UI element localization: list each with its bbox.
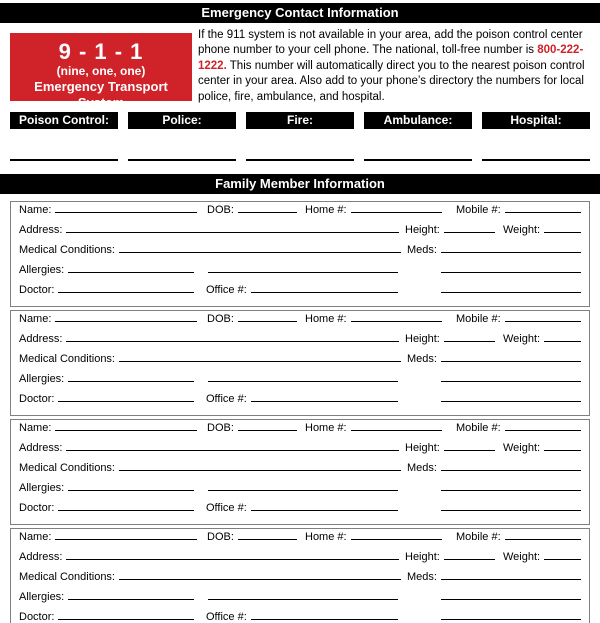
name-label: Name:	[19, 422, 52, 435]
name-label: Name:	[19, 313, 52, 326]
card-row-1	[19, 204, 581, 224]
address-label: Address:	[19, 333, 63, 346]
meds-field	[407, 244, 581, 256]
address-line[interactable]	[66, 443, 399, 451]
dob-field	[207, 204, 297, 216]
meds-line[interactable]	[441, 463, 581, 471]
name-field	[19, 531, 197, 543]
dob-label: DOB:	[207, 204, 234, 217]
weight-field	[503, 551, 581, 563]
name-line[interactable]	[55, 314, 197, 322]
dob-line[interactable]	[238, 423, 297, 431]
office-phone-label: Office #:	[206, 611, 247, 623]
medical-conditions-label: Medical Conditions:	[19, 244, 115, 257]
height-label: Height:	[405, 442, 440, 455]
family-member-card	[10, 310, 590, 416]
doctor-line[interactable]	[58, 285, 194, 293]
card-row-3	[19, 353, 581, 373]
dob-label: DOB:	[207, 313, 234, 326]
office-phone-line[interactable]	[251, 394, 398, 402]
name-field	[19, 204, 197, 216]
height-label: Height:	[405, 551, 440, 564]
directory-fill-lines-row	[10, 159, 590, 161]
address-line[interactable]	[66, 225, 399, 233]
home-phone-line[interactable]	[351, 423, 442, 431]
height-line[interactable]	[444, 443, 495, 451]
doctor-label: Doctor:	[19, 284, 55, 297]
address-field	[19, 442, 399, 454]
allergies-line[interactable]	[68, 483, 194, 491]
office-phone-line[interactable]	[251, 503, 398, 511]
meds-line[interactable]	[441, 245, 581, 253]
mobile-phone-label: Mobile #:	[456, 313, 501, 326]
fire-label: Fire:	[246, 112, 354, 129]
home-phone-label: Home #:	[305, 531, 347, 544]
mobile-phone-field	[456, 531, 581, 543]
dob-field	[207, 313, 297, 325]
dob-label: DOB:	[207, 531, 234, 544]
police-label: Police:	[128, 112, 236, 129]
meds-continuation-line-1[interactable]	[441, 592, 581, 600]
medical-conditions-line[interactable]	[119, 463, 401, 471]
page-title: Emergency Contact Information	[0, 3, 600, 23]
doctor-field	[19, 393, 194, 405]
home-phone-label: Home #:	[305, 422, 347, 435]
ambulance-line[interactable]	[364, 159, 472, 161]
meds-continuation-line-2[interactable]	[441, 394, 581, 402]
home-phone-label: Home #:	[305, 204, 347, 217]
address-field	[19, 224, 399, 236]
card-row-2	[19, 442, 581, 462]
weight-field	[503, 333, 581, 345]
weight-line[interactable]	[544, 225, 581, 233]
doctor-label: Doctor:	[19, 611, 55, 623]
intro-text-after: This number will automatically direct you to the nearest poison control center in your area. Also add to your phone’s directory the numbers for local police, fire, ambulance, and hospital.	[198, 59, 585, 103]
weight-label: Weight:	[503, 224, 541, 237]
home-phone-field	[305, 313, 442, 325]
card-row-4	[19, 264, 581, 284]
name-line[interactable]	[55, 423, 197, 431]
office-phone-label: Office #:	[206, 502, 247, 515]
medical-conditions-line[interactable]	[119, 354, 401, 362]
911-number: 9 - 1 - 1	[58, 39, 144, 64]
home-phone-field	[305, 204, 442, 216]
doctor-line[interactable]	[58, 612, 194, 620]
address-label: Address:	[19, 551, 63, 564]
home-phone-field	[305, 422, 442, 434]
911-caption: Emergency Transport System	[34, 79, 168, 110]
intro-section	[10, 28, 592, 110]
card-row-4	[19, 591, 581, 611]
meds-field	[407, 462, 581, 474]
doctor-field	[19, 284, 194, 296]
doctor-label: Doctor:	[19, 393, 55, 406]
mobile-phone-label: Mobile #:	[456, 531, 501, 544]
poison-control-phone-number: 800-222-1222.	[198, 44, 584, 72]
office-phone-field	[206, 284, 398, 296]
medical-conditions-field	[19, 462, 401, 474]
meds-continuation-line-2[interactable]	[441, 612, 581, 620]
allergies-field	[19, 264, 194, 276]
medical-conditions-field	[19, 571, 401, 583]
card-row-1	[19, 313, 581, 333]
weight-label: Weight:	[503, 333, 541, 346]
mobile-phone-field	[456, 204, 581, 216]
home-phone-line[interactable]	[351, 532, 442, 540]
doctor-label: Doctor:	[19, 502, 55, 515]
family-member-card	[10, 528, 590, 623]
height-label: Height:	[405, 333, 440, 346]
address-field	[19, 333, 399, 345]
dob-line[interactable]	[238, 314, 297, 322]
office-phone-line[interactable]	[251, 285, 398, 293]
meds-continuation-line-2[interactable]	[441, 285, 581, 293]
height-field	[405, 442, 495, 454]
allergies-continuation-line[interactable]	[208, 592, 398, 600]
height-line[interactable]	[444, 552, 495, 560]
office-phone-field	[206, 611, 398, 623]
height-line[interactable]	[444, 334, 495, 342]
address-field	[19, 551, 399, 563]
mobile-phone-label: Mobile #:	[456, 204, 501, 217]
office-phone-line[interactable]	[251, 612, 398, 620]
meds-field	[407, 571, 581, 583]
height-field	[405, 333, 495, 345]
meds-continuation-line-1[interactable]	[441, 374, 581, 382]
doctor-line[interactable]	[58, 394, 194, 402]
mobile-phone-label: Mobile #:	[456, 422, 501, 435]
address-line[interactable]	[66, 334, 399, 342]
doctor-field	[19, 611, 194, 623]
medical-conditions-line[interactable]	[119, 245, 401, 253]
home-phone-line[interactable]	[351, 205, 442, 213]
meds-continuation-line-1[interactable]	[441, 483, 581, 491]
card-row-5	[19, 611, 581, 623]
name-line[interactable]	[55, 205, 197, 213]
dob-label: DOB:	[207, 422, 234, 435]
home-phone-field	[305, 531, 442, 543]
911-emergency-box	[10, 33, 192, 110]
allergies-continuation-line[interactable]	[208, 374, 398, 382]
weight-line[interactable]	[544, 552, 581, 560]
mobile-phone-line[interactable]	[505, 205, 581, 213]
hospital-label: Hospital:	[482, 112, 590, 129]
911-phonetic: (nine, one, one)	[56, 64, 146, 78]
card-row-4	[19, 482, 581, 502]
medical-conditions-label: Medical Conditions:	[19, 462, 115, 475]
mobile-phone-line[interactable]	[505, 532, 581, 540]
card-row-5	[19, 502, 581, 522]
height-label: Height:	[405, 224, 440, 237]
intro-paragraph	[198, 28, 592, 105]
mobile-phone-line[interactable]	[505, 423, 581, 431]
name-field	[19, 422, 197, 434]
allergies-label: Allergies:	[19, 264, 65, 277]
height-field	[405, 551, 495, 563]
meds-label: Meds:	[407, 571, 437, 584]
office-phone-label: Office #:	[206, 393, 247, 406]
name-field	[19, 313, 197, 325]
weight-line[interactable]	[544, 443, 581, 451]
allergies-field	[19, 591, 194, 603]
doctor-field	[19, 502, 194, 514]
office-phone-label: Office #:	[206, 284, 247, 297]
card-row-4	[19, 373, 581, 393]
card-row-2	[19, 551, 581, 571]
card-row-3	[19, 462, 581, 482]
family-member-card	[10, 201, 590, 307]
card-row-3	[19, 244, 581, 264]
medical-conditions-field	[19, 244, 401, 256]
card-row-1	[19, 531, 581, 551]
fire-line[interactable]	[246, 159, 354, 161]
family-cards	[10, 201, 590, 623]
medical-conditions-line[interactable]	[119, 572, 401, 580]
card-row-3	[19, 571, 581, 591]
intro-text-before: If the 911 system is not available in your area, add the poison control center phone number to your cell phone. The national, toll-free number is	[198, 29, 583, 57]
directory-labels-row	[10, 112, 590, 129]
weight-line[interactable]	[544, 334, 581, 342]
name-line[interactable]	[55, 532, 197, 540]
meds-label: Meds:	[407, 353, 437, 366]
weight-label: Weight:	[503, 551, 541, 564]
card-row-5	[19, 393, 581, 413]
police-line[interactable]	[128, 159, 236, 161]
address-label: Address:	[19, 224, 63, 237]
office-phone-field	[206, 502, 398, 514]
weight-field	[503, 224, 581, 236]
dob-line[interactable]	[238, 532, 297, 540]
home-phone-label: Home #:	[305, 313, 347, 326]
meds-line[interactable]	[441, 572, 581, 580]
card-row-5	[19, 284, 581, 304]
weight-field	[503, 442, 581, 454]
height-field	[405, 224, 495, 236]
hospital-line[interactable]	[482, 159, 590, 161]
meds-label: Meds:	[407, 244, 437, 257]
allergies-continuation-line[interactable]	[208, 483, 398, 491]
ambulance-label: Ambulance:	[364, 112, 472, 129]
poison-control-label: Poison Control:	[10, 112, 118, 129]
address-label: Address:	[19, 442, 63, 455]
dob-field	[207, 531, 297, 543]
allergies-line[interactable]	[68, 265, 194, 273]
weight-label: Weight:	[503, 442, 541, 455]
allergies-label: Allergies:	[19, 373, 65, 386]
family-member-card	[10, 419, 590, 525]
name-label: Name:	[19, 204, 52, 217]
allergies-continuation-line[interactable]	[208, 265, 398, 273]
meds-label: Meds:	[407, 462, 437, 475]
mobile-phone-field	[456, 313, 581, 325]
office-phone-field	[206, 393, 398, 405]
family-section-title: Family Member Information	[0, 174, 600, 194]
poison-control-line[interactable]	[10, 159, 118, 161]
allergies-label: Allergies:	[19, 482, 65, 495]
name-label: Name:	[19, 531, 52, 544]
allergies-field	[19, 373, 194, 385]
meds-continuation-line-2[interactable]	[441, 503, 581, 511]
card-row-2	[19, 224, 581, 244]
card-row-1	[19, 422, 581, 442]
meds-line[interactable]	[441, 354, 581, 362]
medical-conditions-field	[19, 353, 401, 365]
dob-field	[207, 422, 297, 434]
allergies-field	[19, 482, 194, 494]
allergies-label: Allergies:	[19, 591, 65, 604]
allergies-line[interactable]	[68, 374, 194, 382]
address-line[interactable]	[66, 552, 399, 560]
card-row-2	[19, 333, 581, 353]
allergies-line[interactable]	[68, 592, 194, 600]
mobile-phone-line[interactable]	[505, 314, 581, 322]
doctor-line[interactable]	[58, 503, 194, 511]
mobile-phone-field	[456, 422, 581, 434]
medical-conditions-label: Medical Conditions:	[19, 571, 115, 584]
medical-conditions-label: Medical Conditions:	[19, 353, 115, 366]
home-phone-line[interactable]	[351, 314, 442, 322]
meds-field	[407, 353, 581, 365]
height-line[interactable]	[444, 225, 495, 233]
dob-line[interactable]	[238, 205, 297, 213]
meds-continuation-line-1[interactable]	[441, 265, 581, 273]
